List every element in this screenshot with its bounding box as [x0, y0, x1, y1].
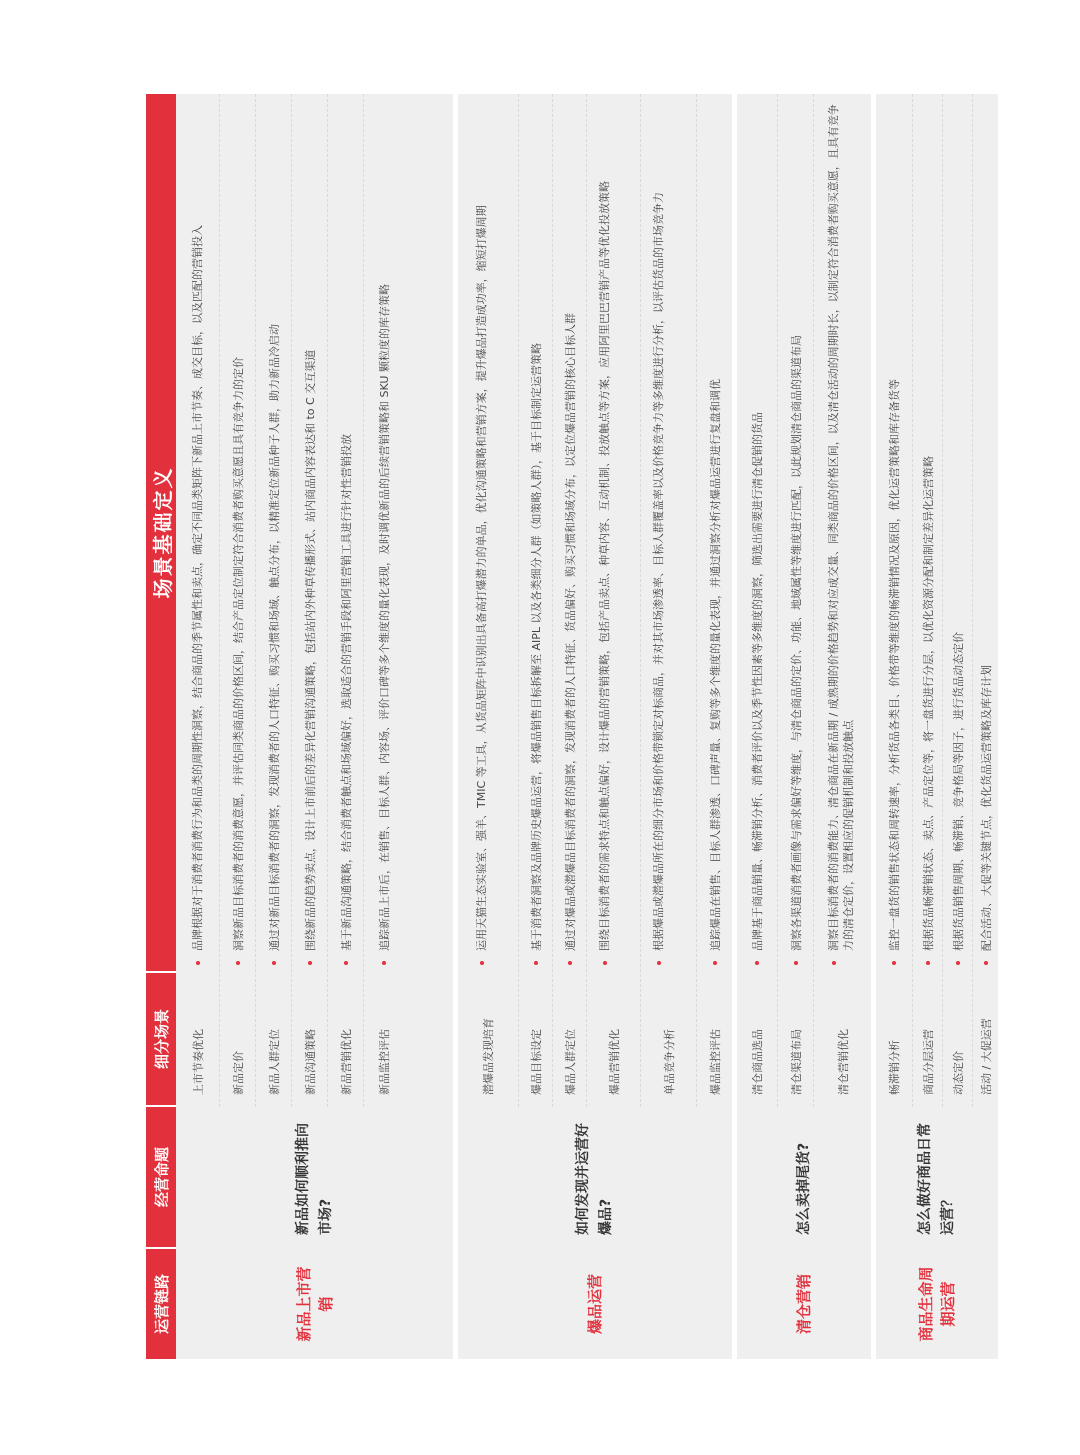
scene-description: 围绕目标消费者的需求特点和触点偏好，设计爆品的营销策略，包括产品卖点、种草内容、互动机制、投放触点等方案，应用阿里巴巴营销产品等优化投放策略 [598, 181, 611, 951]
table-row [640, 94, 697, 1107]
table-row [972, 94, 999, 1107]
scene-label: 潜爆品发现培育 [482, 1018, 495, 1095]
chain-label: 商品生命周期运营 [917, 1266, 957, 1342]
scene-description: 洞察各渠道消费者画像与需求偏好等维度，与清仓商品的定价、功能、地域属性等维度进行匹配，以此规划清仓商品的渠道布局 [789, 335, 803, 951]
scene-label: 新品监控评估 [378, 1029, 391, 1095]
group-new-product [176, 94, 453, 1359]
bullet-icon [657, 961, 661, 965]
proposition-label: 如何发现并运营好爆品? [575, 1123, 614, 1235]
scene-description: 运用天猫生态实验室、强羊、TMIC 等工具，从货品矩阵中识别出具备高打爆潜力的单品，优化沟通策略和营销方案，提升爆品打造成功率，缩短打爆周期 [475, 205, 488, 951]
scene-label: 爆品营销优化 [608, 1029, 621, 1095]
scene-description: 追踪新品上市后，在销售、目标人群、内容场、评价口碑等多个维度的量化表现，及时调优新品的后续营销策略和 SKU 颗粒度的库存策略 [377, 284, 391, 951]
table-row [737, 94, 777, 1107]
chain-label: 清仓营销 [795, 1274, 813, 1335]
bullet-icon [926, 961, 930, 965]
scene-description: 根据货品销售周期、畅滞销、竞争格局等因子，进行货品动态定价 [951, 632, 965, 951]
bullet-icon [568, 961, 572, 965]
proposition-label: 新品如何顺利推向市场? [294, 1123, 334, 1235]
scene-description: 配合活动、大促等关键节点，优化货品运营策略及库存计划 [979, 665, 993, 951]
bullet-icon [534, 961, 538, 965]
chain-label: 新品上市营销 [294, 1266, 335, 1342]
scenario-table [146, 94, 998, 1359]
bullet-icon [236, 961, 240, 965]
header-chain: 运营链路 [146, 1249, 176, 1359]
scene-description: 品牌基于商品销量、畅滞销分析、消费者评价以及季节性因素等多维度的洞察，筛选出需要进行清仓促销的货品 [750, 412, 764, 951]
bullet-icon [308, 961, 312, 965]
proposition-label: 怎么做好商品日常运营？ [917, 1123, 956, 1235]
scene-label: 清仓营销优化 [837, 1029, 850, 1095]
table-row [176, 94, 219, 1107]
table-row [912, 94, 943, 1107]
table-row [518, 94, 553, 1107]
scene-description: 围绕新品的趋势卖点，设计上市前后的差异化营销沟通策略，包括站内外种草传播形式、站内商品内容表达和 to C 交互渠道 [303, 349, 317, 951]
table-row [813, 94, 872, 1107]
scene-label: 爆品监控评估 [709, 1029, 722, 1095]
scene-description: 品牌根据对于消费者消费行为和品类的周期性洞察，结合商品的季节属性和卖点，确定不同品类矩阵下新品上市节奏、成交目标，以及匹配的营销投入 [191, 225, 204, 951]
table-row [552, 94, 587, 1107]
scene-label: 单品竞争分析 [663, 1029, 676, 1095]
scene-description: 洞察新品目标消费者的消费意愿，并评估同类商品的价格区间，结合产品定位制定符合消费者购买意愿且具有竞争力的定价 [231, 357, 245, 951]
table-row [777, 94, 814, 1107]
scene-label: 清仓商品选品 [751, 1029, 764, 1095]
table-header [146, 94, 176, 1359]
scene-description: 根据爆品或潜爆品所在的细分市场和价格带锁定对标商品，并对其市场渗透率、目标人群覆盖率以及价格竞争力等多维度进行分析，以评估货品的市场竞争力 [652, 192, 665, 951]
scene-description: 洞察目标消费者的消费能力、清仓商品在新品期 / 成熟期的价格趋势和对应成交量、同类商品的价格区间，以及清仓活动的周期时长，以制定符合消费者购买意愿，且具有竞争力的清仓定价，设置相应的促销机制和投放触点 [827, 104, 855, 951]
table-row [363, 94, 404, 1107]
scene-description: 根据货品畅滞销状态、卖点、产品定位等，将一盘货进行分层，以优化资源分配和制定差异化运营策略 [921, 456, 935, 951]
bullet-icon [344, 961, 348, 965]
scene-label: 活动 / 大促运营 [980, 1018, 993, 1095]
table-row [219, 94, 256, 1107]
scene-label: 清仓渠道布局 [790, 1029, 803, 1095]
bullet-icon [956, 961, 960, 965]
scene-label: 新品人群定位 [268, 1029, 281, 1095]
table-row [255, 94, 292, 1107]
proposition-label: 怎么卖掉尾货? [795, 1142, 812, 1235]
scene-description: 基于新品沟通策略，结合消费者触点和场域偏好，选取适合的营销手段和阿里营销工具进行针对性营销投放 [339, 434, 353, 951]
bullet-icon [755, 961, 759, 965]
table-row [586, 94, 641, 1107]
bullet-icon [832, 961, 836, 965]
bullet-icon [382, 961, 386, 965]
scene-label: 动态定价 [952, 1051, 965, 1095]
table-row [696, 94, 733, 1107]
table-row [942, 94, 973, 1107]
bullet-icon [603, 961, 607, 965]
table-row [291, 94, 328, 1107]
group-hot-product [458, 94, 732, 1359]
scene-label: 爆品目标设定 [530, 1029, 543, 1095]
scene-label: 新品营销优化 [340, 1029, 353, 1095]
scene-label: 商品分层运营 [922, 1029, 935, 1095]
scene-description: 通过对新品目标消费者的洞察，发现消费者的人口特征、购买习惯和场域、触点分布，以精准定位新品种子人群，助力新品冷启动 [267, 324, 281, 951]
table-row [327, 94, 364, 1107]
scene-label: 畅滞销分析 [888, 1040, 901, 1095]
scene-description: 监控一盘货的销售状态和周转速率，分析货品各类目、价格带等维度的畅滞销情况及原因，优化运营策略和库存备货等 [887, 379, 901, 951]
header-proposition: 经营命题 [146, 1107, 176, 1247]
scene-label: 新品定价 [232, 1051, 245, 1095]
table-row [458, 94, 518, 1107]
scene-description: 基于消费者洞察及品牌历史爆品运营，将爆品销售目标拆解至 AIPL 以及各类细分人群（如策略人群），基于目标制定运营策略 [529, 342, 543, 951]
group-clearance [737, 94, 871, 1359]
bullet-icon [794, 961, 798, 965]
scene-label: 上市节奏优化 [191, 1029, 205, 1095]
bullet-icon [713, 961, 717, 965]
header-scene: 细分场景 [146, 973, 176, 1105]
chain-label: 爆品运营 [586, 1274, 604, 1335]
bullet-icon [892, 961, 896, 965]
scene-description: 追踪爆品在销售、目标人群渗透、口碑声量、复购等多个维度的量化表现，并通过洞察分析对爆品运营进行复盘和调优 [708, 379, 722, 951]
bullet-icon [272, 961, 276, 965]
scene-description: 通过对爆品或潜爆品目标消费者的洞察，发现消费者的人口特征、货品偏好、购买习惯和场域分布，以定位爆品营销的核心目标人群 [563, 313, 577, 951]
bullet-icon [196, 961, 200, 965]
scene-label: 爆品人群定位 [564, 1029, 577, 1095]
group-lifecycle [876, 94, 998, 1359]
bullet-icon [480, 961, 484, 965]
header-definition: 场景基础定义 [146, 94, 176, 971]
bullet-icon [984, 961, 988, 965]
table-row [876, 94, 912, 1107]
scene-label: 新品沟通策略 [304, 1029, 317, 1095]
